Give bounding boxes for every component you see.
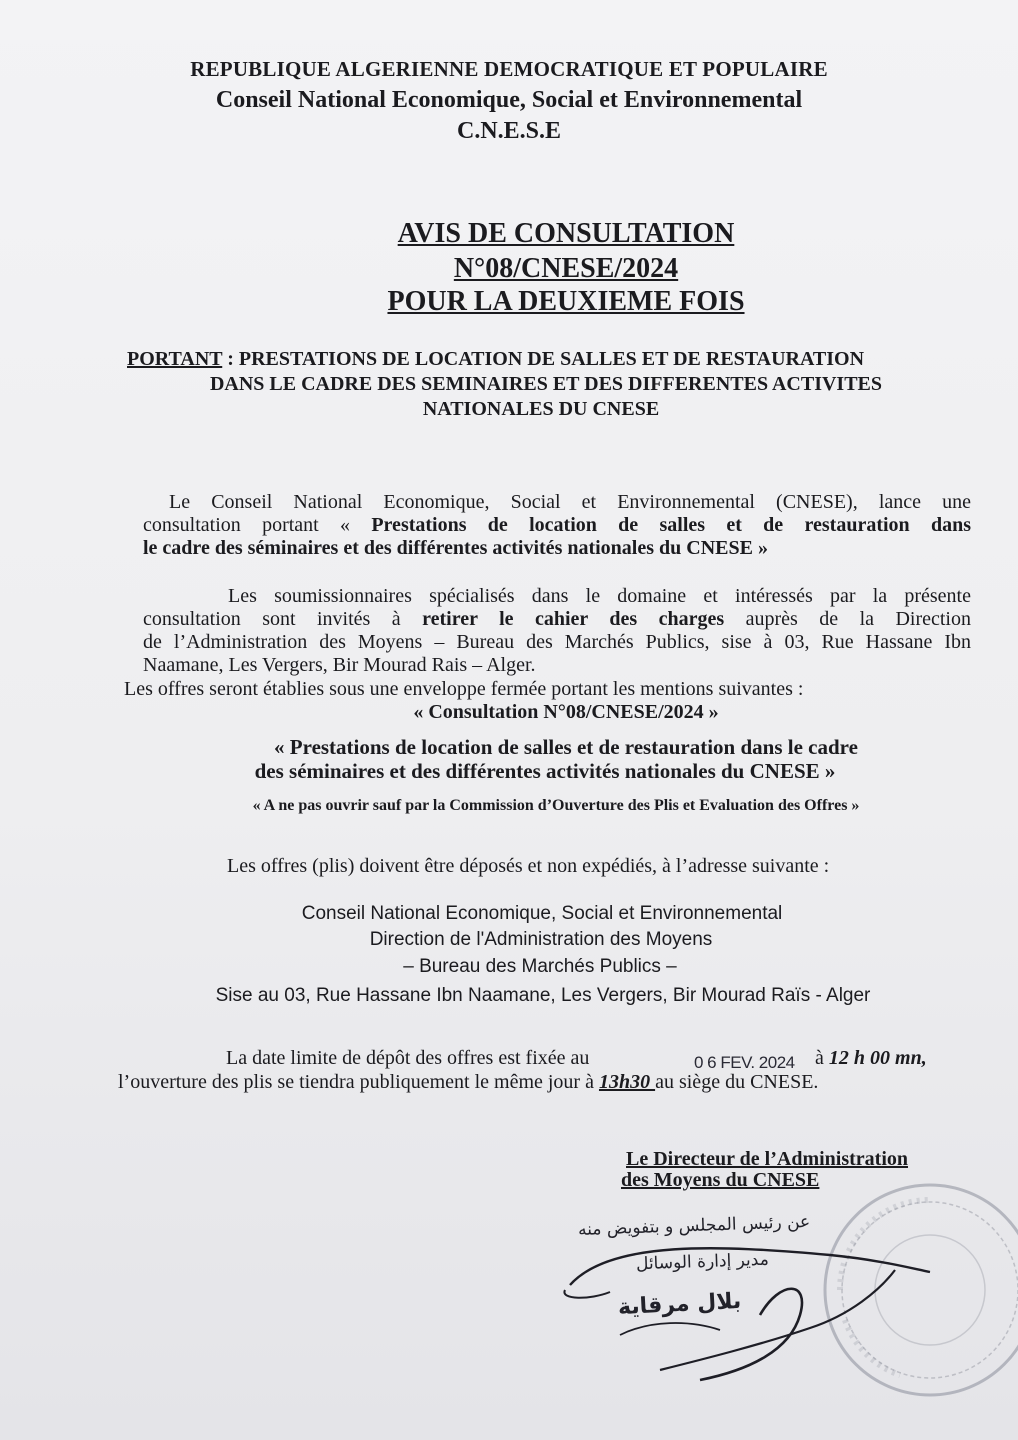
subject-line-3: NATIONALES DU CNESE <box>422 398 660 420</box>
para2-line-3: de l’Administration des Moyens – Bureau des Marchés Publics, sise à 03, Rue Hassane Ibn <box>143 631 971 653</box>
consultation-reference: « Consultation N°08/CNESE/2024 » <box>413 701 719 723</box>
council-acronym: C.N.E.S.E <box>456 118 562 144</box>
deadline-line-2: l’ouverture des plis se tiendra publiquement le même jour à 13h30 au siège du CNESE. <box>118 1071 819 1093</box>
address-line-1: Conseil National Economique, Social et Environnemental <box>301 903 783 924</box>
para3-line-1: Les offres seront établies sous une enveloppe fermée portant les mentions suivantes : <box>124 678 804 700</box>
subject-label: PORTANT <box>127 348 223 370</box>
object-line-2: des séminaires et des différentes activités nationales du CNESE » <box>254 759 836 783</box>
para2-line-1: Les soumissionnaires spécialisés dans le domaine et intéressés par la présente <box>228 585 971 607</box>
object-line-1: « Prestations de location de salles et de restauration dans le cadre <box>274 735 858 759</box>
deadline-line-1a: La date limite de dépôt des offres est fixée au <box>226 1047 590 1069</box>
para1-line-1: Le Conseil National Economique, Social et Environnemental (CNESE), lance une <box>169 491 971 513</box>
address-line-3: – Bureau des Marchés Publics – <box>403 956 677 977</box>
subject-line-1: PORTANT : PRESTATIONS DE LOCATION DE SALLES ET DE RESTAURATION <box>127 348 865 370</box>
notice-number: N°08/CNESE/2024 <box>453 253 679 284</box>
stamp-arabic-line-1: عن رئيس المجلس و بتفويض منه <box>577 1211 811 1241</box>
address-line-4: Sise au 03, Rue Hassane Ibn Naamane, Les Vergers, Bir Mourad Raïs - Alger <box>215 985 871 1006</box>
para2-line-4: Naamane, Les Vergers, Bir Mourad Rais – Alger. <box>143 654 536 676</box>
subject-line-2: DANS LE CADRE DES SEMINAIRES ET DES DIFFERENTES ACTIVITES <box>209 373 883 395</box>
para1-line-2: consultation portant « Prestations de location de salles et de restauration dans <box>143 514 971 536</box>
council-name: Conseil National Economique, Social et Environnemental <box>215 87 803 113</box>
deadline-time: 12 h 00 mn, <box>828 1047 927 1069</box>
date-stamp: 0 6 FEV. 2024 <box>694 1053 795 1072</box>
para4-line-1: Les offres (plis) doivent être déposés et non expédiés, à l’adresse suivante : <box>227 855 830 877</box>
para2-line-2: consultation sont invités à retirer le cahier des charges auprès de la Direction <box>143 608 971 630</box>
deadline-line-1b: à 12 h 00 mn, <box>815 1047 927 1069</box>
notice-title: AVIS DE CONSULTATION <box>397 218 735 249</box>
para1-line-3: le cadre des séminaires et des différentes activités nationales du CNESE » <box>143 537 768 559</box>
signatory-title-line-2: des Moyens du CNESE <box>621 1169 820 1191</box>
republic-heading: REPUBLIQUE ALGERIENNE DEMOCRATIQUE ET POPULAIRE <box>190 57 828 81</box>
address-line-2: Direction de l'Administration des Moyens <box>369 929 713 950</box>
notice-round: POUR LA DEUXIEME FOIS <box>387 286 745 317</box>
signatory-title-line-1: Le Directeur de l’Administration <box>626 1148 909 1170</box>
do-not-open-warning: « A ne pas ouvrir sauf par la Commission d’Ouverture des Plis et Evaluation des Offres » <box>252 797 860 814</box>
stamp-arabic-name: بلال مرقاية <box>617 1288 742 1321</box>
opening-time: 13h30 <box>598 1071 656 1093</box>
handwritten-signature-icon <box>550 1220 970 1400</box>
stamp-arabic-line-2: مدير إدارة الوسائل <box>635 1249 770 1275</box>
